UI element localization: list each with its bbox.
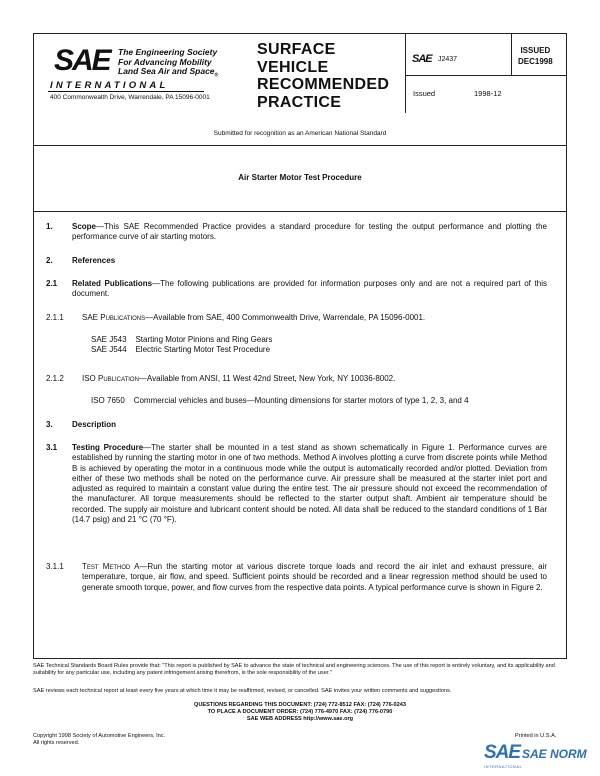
section-2-heading: References (72, 256, 116, 265)
section-3-1-text: Testing Procedure—The starter shall be mounted in a test stand as shown schematically in Figure 1. Performance curves are established by running the starting motor in one of two methods. Method A involves plotting a curve from discrete points while Method B is achieved by operating the motor in a continuous mode while the output is automatically recorded and/or plotted. Deviation from either of these two methods shall be noted on the performance curve. Air pressure shall be measured at the starter inlet port and adjusted as required to maintain a constant value during the entire test. The air pressure should not exceed the recommendation of the manufacturer. All torque measurements should be reflected to the starter output shaft. Ambient air temperature should be recorded. The supply air moisture and lubricant content should be noted. All data shall be reduced to the standard conditions of 1 Bar (14.7 psig) and 21 °C (70 °F). (72, 443, 547, 525)
footer-order: TO PLACE A DOCUMENT ORDER: (724) 776-4970 FAX: (724) 776-0790 (207, 709, 393, 715)
footer-review-note: SAE reviews each technical report at least every five years at which time it may be reaffirmed, revised, or cancelled. SAE invites your written comments and suggestions. (33, 688, 452, 694)
section-2-number: 2. (46, 256, 53, 265)
copyright: Copyright 1998 Society of Automotive Engineers, Inc. (33, 733, 166, 739)
doc-sae-logo: SAE (412, 53, 432, 65)
section-1-scope: Scope—This SAE Recommended Practice provides a standard procedure for testing the output performance and plotting the performance curve of air starting motors. (72, 222, 547, 242)
section-3-1-1-number: 3.1.1 (46, 562, 64, 571)
international-wordmark: INTERNATIONAL (50, 80, 169, 91)
footer-web: SAE WEB ADDRESS http://www.sae.org (246, 716, 354, 722)
header-column-divider (405, 33, 406, 113)
section-3-heading: Description (72, 420, 117, 429)
section-3-1-1-text: Test Method A—Run the starting motor at various discrete torque loads and record the air inlet and exhaust pressure, air temperature, torque, air flow, and speed. Sufficient points should be recorded and a linear regression method should be used to generate smooth torque, power, and flow curves from the respective data points. A typical performance curve is shown in Figure 2. (82, 562, 547, 592)
footer-rules-note: SAE Technical Standards Board Rules provide that: "This report is published by SAE to advance the state of technical and engineering sciences. The use of this report is entirely voluntary, and its applicability and suitability for any particular use, including any patent infringement arising therefrom, is the sole responsibility of the user." (33, 663, 555, 676)
header-divider (33, 145, 567, 146)
reference-item: ISO 7650 Commercial vehicles and buses—Mounting dimensions for starter motors of type 1, 2, 3, and 4 (91, 396, 469, 405)
footer-questions: QUESTIONS REGARDING THIS DOCUMENT: (724) 772-8512 FAX: (724) 776-0243 (193, 702, 406, 708)
issued-date: 1998-12 (474, 89, 502, 98)
title-divider (33, 211, 567, 212)
stamp-logo: SAE (484, 742, 521, 763)
issued-label: Issued (413, 89, 436, 98)
section-2-1-2-number: 2.1.2 (46, 374, 64, 383)
society-tagline: The Engineering Society For Advancing Mobility Land Sea Air and Space$_®$ (118, 47, 219, 79)
reference-item: SAE J543 Starting Motor Pinions and Ring Gears (91, 335, 273, 344)
section-2-1-1-number: 2.1.1 (46, 313, 64, 322)
sae-address: 400 Commonwealth Drive, Warrendale, PA 15096-0001 (50, 94, 210, 101)
sae-norm-stamp (484, 742, 596, 774)
doc-number: J2437 (438, 56, 458, 63)
section-3-number: 3. (46, 420, 53, 429)
reference-item: SAE J544 Electric Starting Motor Test Procedure (91, 345, 271, 354)
section-2-1-1-text: SAE Publications—Available from SAE, 400 Commonwealth Drive, Warrendale, PA 15096-0001. (82, 313, 426, 322)
logo-rule (48, 91, 204, 92)
all-rights: All rights reserved. (33, 740, 80, 746)
printed-in: Printed in U.S.A. (515, 733, 557, 739)
stamp-text: SAE NORM (522, 747, 587, 761)
section-3-1-number: 3.1 (46, 443, 58, 452)
document-title: Air Starter Motor Test Procedure (238, 173, 362, 182)
stamp-subtext: INTERNATIONAL (484, 764, 523, 769)
issued-status: ISSUED DEC1998 (518, 46, 553, 66)
document-type: SURFACE VEHICLE RECOMMENDED PRACTICE (257, 41, 390, 111)
submitted-note: Submitted for recognition as an American National Standard (213, 130, 387, 137)
section-2-1-number: 2.1 (46, 279, 58, 288)
section-2-1-text: Related Publications—The following publications are provided for information purposes only and are not a required part of this document. (72, 279, 547, 299)
status-column-divider (511, 33, 512, 75)
section-2-1-2-text: ISO Publication—Available from ANSI, 11 West 42nd Street, New York, NY 10036-8002. (82, 374, 396, 383)
status-row-divider (405, 75, 567, 76)
sae-logo: SAE (54, 44, 110, 77)
section-1-number: 1. (46, 222, 53, 231)
